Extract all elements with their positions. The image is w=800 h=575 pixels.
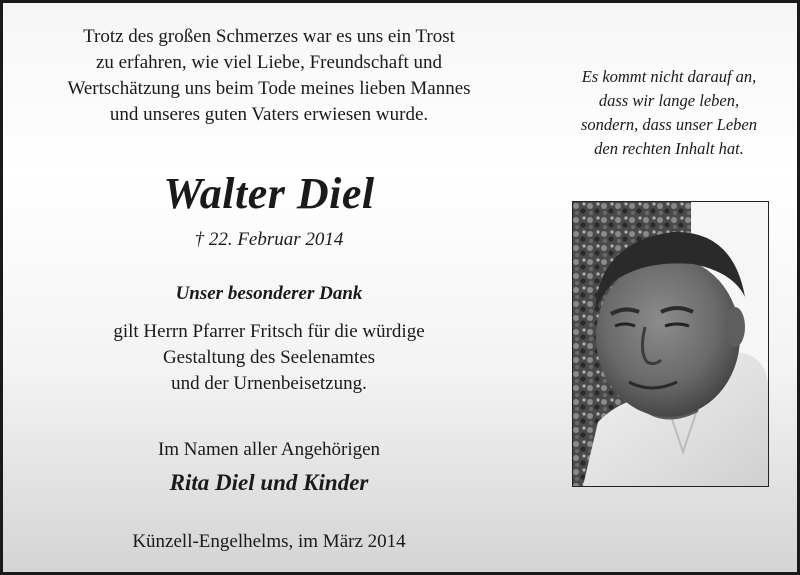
quote-line: den rechten Inhalt hat. <box>594 139 744 158</box>
signers-names: Rita Diel und Kinder <box>169 470 369 495</box>
place-and-date: Künzell-Engelhelms, im März 2014 <box>132 531 406 552</box>
thanks-heading: Unser besonderer Dank <box>175 283 363 304</box>
intro-text <box>19 24 519 128</box>
quote-line: dass wir lange leben, <box>598 91 740 110</box>
thanks-line: gilt Herrn Pfarrer Fritsch für die würdige <box>113 321 425 342</box>
thanks-text <box>19 319 519 397</box>
portrait-photo <box>572 201 769 487</box>
intro-line: Wertschätzung uns beim Tode meines lieben Mannes <box>67 78 471 99</box>
thanks-line: und der Urnenbeisetzung. <box>171 373 367 394</box>
intro-line: und unseres guten Vaters erwiesen wurde. <box>109 104 429 125</box>
quote-line: Es kommt nicht darauf an, <box>581 67 757 86</box>
quote-text <box>558 65 780 161</box>
deceased-name: Walter Diel <box>163 169 375 218</box>
thanks-line: Gestaltung des Seelenamtes <box>162 347 376 368</box>
death-date: † 22. Februar 2014 <box>194 229 344 250</box>
quote-line: sondern, dass unser Leben <box>581 115 757 134</box>
intro-line: Trotz des großen Schmerzes war es uns ein Trost <box>83 26 455 47</box>
intro-line: zu erfahren, wie viel Liebe, Freundschaft und <box>95 52 443 73</box>
portrait-image <box>573 202 768 486</box>
on-behalf-text: Im Namen aller Angehörigen <box>157 439 381 460</box>
